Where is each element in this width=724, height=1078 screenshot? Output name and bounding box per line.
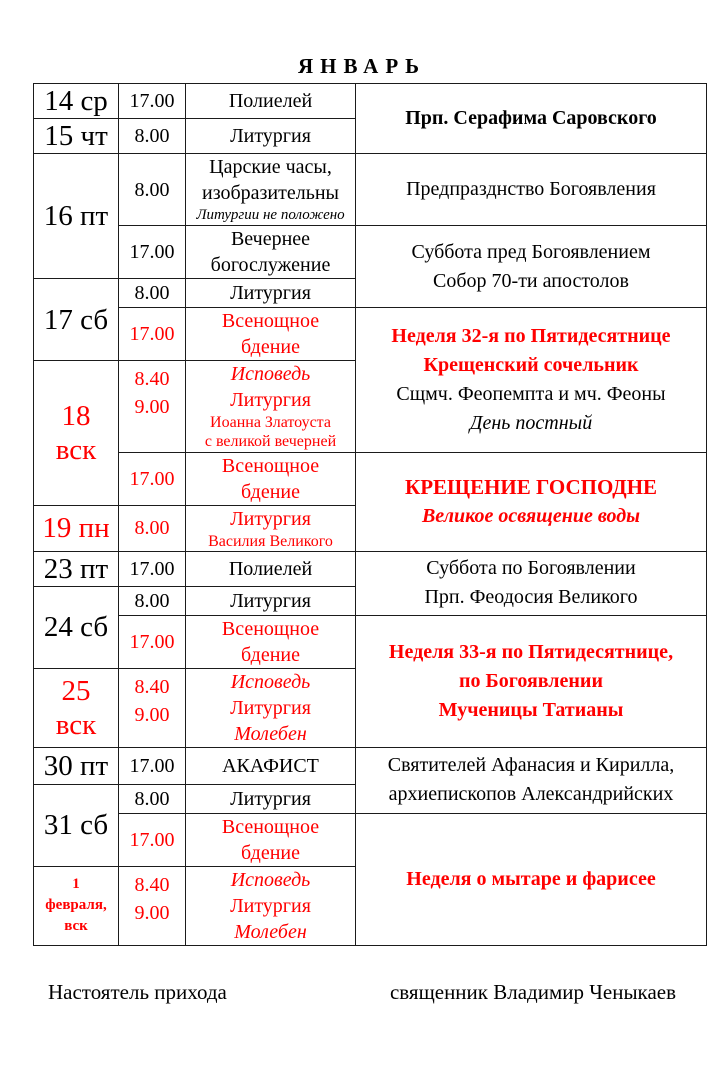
time-cell: 8.00 <box>119 784 186 813</box>
feast-line: Собор 70-ти апостолов <box>433 269 629 292</box>
service-cell <box>186 668 356 747</box>
feast-line: архиепископов Александрийских <box>388 783 674 806</box>
schedule-table <box>33 83 707 946</box>
service-line: Иоанна Златоуста <box>210 414 331 432</box>
service-line: богослужение <box>210 254 331 277</box>
service-cell <box>186 308 356 361</box>
service-cell: Полиелей <box>186 551 356 586</box>
time-cell: 17.00 <box>119 813 186 866</box>
date-cell: 15 чт <box>34 119 119 154</box>
service-line: Василия Великого <box>208 532 333 550</box>
time-cell: 8.00 <box>119 119 186 154</box>
table-row <box>34 226 707 279</box>
service-cell: АКАФИСТ <box>186 747 356 784</box>
service-line: Литургия <box>230 389 311 412</box>
time-cell: 8.00 <box>119 586 186 615</box>
time-line: 8.40 <box>134 368 170 391</box>
time-cell <box>119 361 186 452</box>
feast-line: Святителей Афанасия и Кирилла, <box>387 754 675 777</box>
service-line: бдение <box>240 643 300 666</box>
time-cell: 8.00 <box>119 505 186 551</box>
table-row <box>34 452 707 505</box>
service-line: бдение <box>240 480 300 503</box>
time-cell: 17.00 <box>119 551 186 586</box>
date-cell <box>34 668 119 747</box>
service-line: Царские часы, <box>209 156 332 179</box>
table-row <box>34 615 707 668</box>
time-cell: 17.00 <box>119 747 186 784</box>
service-line: Литургия <box>230 696 311 719</box>
feast-line: Неделя 33-я по Пятидесятнице, <box>388 640 674 663</box>
date-line: вск <box>55 433 97 466</box>
time-cell: 17.00 <box>119 84 186 119</box>
feast-line: КРЕЩЕНИЕ ГОСПОДНЕ <box>404 474 658 499</box>
date-line: вск <box>55 708 97 741</box>
service-cell <box>186 813 356 866</box>
date-cell: 14 ср <box>34 84 119 119</box>
date-cell: 24 сб <box>34 586 119 668</box>
feast-line: Суббота по Богоявлении <box>426 557 636 580</box>
service-line: Всенощное <box>221 454 320 477</box>
date-cell: 17 сб <box>34 279 119 361</box>
feast-cell <box>356 813 707 945</box>
service-cell <box>186 226 356 279</box>
service-cell <box>186 154 356 226</box>
footer-right-label: священник Владимир Ченыкаев <box>389 979 676 1004</box>
date-cell <box>34 361 119 505</box>
feast-line: Сщмч. Феопемпта и мч. Феоны <box>396 382 666 405</box>
service-line: бдение <box>240 841 300 864</box>
service-line: с великой вечерней <box>204 433 337 451</box>
service-line: Вечернее <box>230 228 311 251</box>
service-cell: Литургия <box>186 119 356 154</box>
date-line: 18 <box>61 399 91 432</box>
service-line: Литургия <box>230 507 311 530</box>
time-cell: 17.00 <box>119 615 186 668</box>
feast-line: Крещенский сочельник <box>423 353 639 376</box>
service-cell <box>186 866 356 945</box>
feast-cell <box>356 551 707 615</box>
service-line: Исповедь <box>230 363 311 386</box>
table-row <box>34 551 707 586</box>
time-cell: 8.00 <box>119 279 186 308</box>
feast-cell: Предпразднство Богоявления <box>356 154 707 226</box>
feast-line: Суббота пред Богоявлением <box>411 240 651 263</box>
feast-line: по Богоявлении <box>459 669 603 692</box>
time-line: 9.00 <box>134 901 170 924</box>
feast-cell <box>356 747 707 813</box>
time-cell <box>119 668 186 747</box>
time-line: 9.00 <box>134 703 170 726</box>
feast-line: День постный <box>469 411 593 434</box>
feast-cell <box>356 226 707 308</box>
feast-line: Неделя 32-я по Пятидесятнице <box>391 324 671 347</box>
table-row <box>34 747 707 784</box>
table-row <box>34 813 707 866</box>
time-cell <box>119 866 186 945</box>
service-cell: Литургия <box>186 784 356 813</box>
service-cell: Полиелей <box>186 84 356 119</box>
service-cell <box>186 505 356 551</box>
time-line: 9.00 <box>134 396 170 419</box>
service-line: изобразительны <box>201 182 339 205</box>
date-cell: 19 пн <box>34 505 119 551</box>
service-line: Исповедь <box>230 868 311 891</box>
date-line: вск <box>64 918 88 935</box>
time-cell: 8.00 <box>119 154 186 226</box>
date-cell: 23 пт <box>34 551 119 586</box>
time-line: 8.40 <box>134 873 170 896</box>
date-cell: 31 сб <box>34 784 119 866</box>
date-line: февраля, <box>45 897 107 914</box>
service-line: Литургия <box>230 894 311 917</box>
feast-cell <box>356 308 707 452</box>
service-cell: Литургия <box>186 279 356 308</box>
table-row <box>34 84 707 119</box>
service-note: Литургии не положено <box>196 207 345 224</box>
service-cell <box>186 615 356 668</box>
service-line: бдение <box>240 336 300 359</box>
service-line: Всенощное <box>221 310 320 333</box>
table-row <box>34 154 707 226</box>
service-line: Исповедь <box>230 670 311 693</box>
time-cell: 17.00 <box>119 452 186 505</box>
service-line: Всенощное <box>221 815 320 838</box>
page-title: ЯНВАРЬ <box>297 54 427 78</box>
date-line: 1 <box>72 876 80 893</box>
time-cell: 17.00 <box>119 226 186 279</box>
footer-left-label: Настоятель прихода <box>48 979 227 1004</box>
date-cell <box>34 866 119 945</box>
feast-line: Неделя о мытаре и фарисее <box>406 867 656 890</box>
date-cell: 30 пт <box>34 747 119 784</box>
service-cell <box>186 361 356 452</box>
service-line: Всенощное <box>221 617 320 640</box>
feast-line: Мученицы Татианы <box>438 698 624 721</box>
date-cell: 16 пт <box>34 154 119 279</box>
service-cell: Литургия <box>186 586 356 615</box>
time-line: 8.40 <box>134 675 170 698</box>
service-line: Молебен <box>234 722 307 745</box>
feast-cell <box>356 615 707 747</box>
feast-cell: Прп. Серафима Саровского <box>356 84 707 154</box>
service-cell <box>186 452 356 505</box>
table-row <box>34 308 707 361</box>
footer <box>48 980 676 1005</box>
date-line: 25 <box>61 674 91 707</box>
service-line: Молебен <box>234 920 307 943</box>
time-cell: 17.00 <box>119 308 186 361</box>
feast-cell <box>356 452 707 551</box>
feast-line: Прп. Феодосия Великого <box>424 586 638 609</box>
feast-line: Великое освящение воды <box>421 505 641 528</box>
